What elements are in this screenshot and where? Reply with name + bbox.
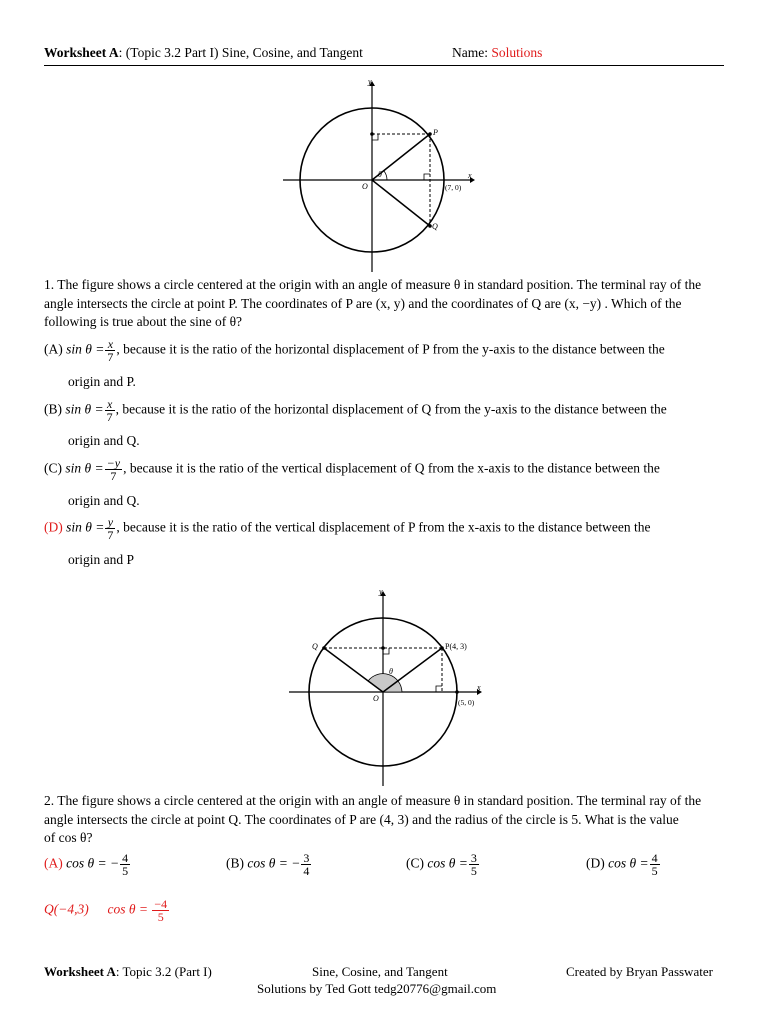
q2-option-d: [586, 852, 661, 877]
fig1-y-point: [370, 132, 374, 136]
q1-c-fraction: [105, 457, 122, 482]
footer-credit: Created by Bryan Passwater: [566, 964, 713, 979]
q1-a-lhs: sin θ =: [66, 341, 105, 357]
q1-line-2: angle intersects the circle at point P. The coordinates of P are (x, y) and the coordinates of Q are (x, −y) . Which of the: [44, 295, 682, 311]
fig2-x-point: [455, 690, 459, 694]
q2-a-letter: (A): [44, 855, 63, 871]
fig2-x-label: x: [477, 683, 481, 692]
q1-a-num: x: [105, 338, 115, 351]
q1-option-c: [44, 457, 660, 482]
q1-b-num: x: [105, 398, 115, 411]
fig1-point-p: [428, 132, 432, 136]
q1-d-lhs: sin θ =: [66, 519, 105, 535]
q2-b-lhs: cos θ = −: [247, 855, 301, 871]
q2-answer-fraction: [152, 898, 169, 923]
q2-b-num: 3: [303, 851, 310, 865]
fig2-right-angle-bottom: [436, 686, 442, 692]
q1-a-letter: (A): [44, 341, 63, 357]
worksheet-title-bold: Worksheet A: [44, 45, 119, 60]
footer-worksheet-rest: : Topic 3.2 (Part I): [115, 964, 212, 979]
q2-answer-den: 5: [157, 910, 164, 924]
worksheet-header: [44, 45, 363, 61]
footer-center: Sine, Cosine, and Tangent: [312, 964, 448, 979]
q2-d-lhs: cos θ =: [608, 855, 649, 871]
fig1-right-angle-bottom: [424, 174, 430, 180]
fig2-q-label: Q: [312, 642, 318, 651]
q2-answer-lhs: cos θ =: [107, 901, 148, 917]
footer-worksheet: [44, 964, 212, 980]
q1-c-rest: , because it is the ratio of the vertical displacement of Q from the x-axis to the distance between the: [123, 460, 660, 476]
fig1-point-label: (7, 0): [445, 183, 462, 192]
q2-option-b: [226, 852, 312, 877]
q1-a-fraction: [105, 338, 115, 363]
q1-b-cont: origin and Q.: [68, 433, 140, 448]
question-2-text: [44, 792, 734, 848]
name-label: Name:: [452, 45, 492, 60]
q1-d-letter: (D): [44, 519, 63, 535]
fig2-ray-oq: [324, 648, 383, 692]
q2-a-lhs: cos θ = −: [66, 855, 120, 871]
q2-d-num: 4: [651, 851, 658, 865]
fig1-ray-oq: [372, 180, 430, 226]
q1-b-rest: , because it is the ratio of the horizontal displacement of Q from the y-axis to the distance between the: [115, 401, 667, 417]
fig2-y-label: y: [379, 587, 383, 596]
fig2-theta-label: θ: [389, 667, 393, 676]
figure-2-circle: [285, 586, 485, 786]
fig2-p-label: P(4, 3): [445, 642, 467, 651]
q1-d-fraction: [105, 516, 115, 541]
q1-c-den: 7: [110, 469, 117, 483]
q2-b-fraction: [301, 852, 311, 877]
fig2-point-q: [322, 646, 326, 650]
fig1-theta-label: θ: [378, 170, 382, 179]
q2-line-1: 2. The figure shows a circle centered at the origin with an angle of measure θ in standard position. The terminal ray of the: [44, 793, 702, 808]
q1-d-cont: origin and P: [68, 552, 134, 567]
q1-c-letter: (C): [44, 460, 62, 476]
q1-b-letter: (B): [44, 401, 62, 417]
q1-a-rest: , because it is the ratio of the horizontal displacement of P from the y-axis to the distance between the: [116, 341, 665, 357]
q2-answer-point: Q(−4,3): [44, 901, 89, 917]
q2-answer-num: −4: [154, 897, 168, 911]
fig1-angle-arc: [384, 171, 387, 180]
q2-option-a: [44, 852, 131, 877]
q2-c-num: 3: [470, 851, 477, 865]
fig2-origin-label: O: [373, 694, 379, 703]
q1-option-a: [44, 338, 665, 363]
q2-d-fraction: [650, 852, 660, 877]
fig2-y-point: [381, 646, 385, 650]
q1-c-cont: origin and Q.: [68, 493, 140, 508]
q2-c-den: 5: [470, 864, 477, 878]
fig1-x-label: x: [468, 171, 472, 180]
q2-d-den: 5: [651, 864, 658, 878]
q2-a-num: 4: [122, 851, 129, 865]
worksheet-title-rest: : (Topic 3.2 Part I) Sine, Cosine, and Tangent: [118, 45, 363, 60]
fig1-p-label: P: [433, 128, 438, 137]
fig2-point-p: [440, 646, 444, 650]
q1-line-1: 1. The figure shows a circle centered at the origin with an angle of measure θ in standard position. The terminal ray of the: [44, 277, 702, 292]
q2-line-2: angle intersects the circle at point Q. The coordinates of P are (4, 3) and the radius of the circle is 5. What is the value: [44, 811, 679, 827]
q1-d-num: y: [105, 516, 115, 529]
q1-d-rest: , because it is the ratio of the vertical displacement of P from the x-axis to the distance between the: [116, 519, 651, 535]
q1-line-3: following is true about the sine of θ?: [44, 314, 243, 329]
q1-b-lhs: sin θ =: [65, 401, 104, 417]
q2-c-lhs: cos θ =: [427, 855, 468, 871]
q2-b-den: 4: [303, 864, 310, 878]
q1-a-cont: origin and P.: [68, 374, 136, 389]
q1-b-den: 7: [106, 410, 113, 424]
fig1-y-label: y: [368, 77, 372, 86]
q2-c-fraction: [469, 852, 479, 877]
q1-b-fraction: [105, 398, 115, 423]
figure-1-circle: [275, 72, 475, 272]
q2-line-3: of cos θ?: [44, 830, 93, 845]
name-line: [452, 45, 542, 61]
fig2-angle-sector: [368, 674, 402, 692]
q2-b-letter: (B): [226, 855, 244, 871]
footer-worksheet-bold: Worksheet A: [44, 964, 116, 979]
footer-solutions: Solutions by Ted Gott tedg20776@gmail.com: [257, 981, 497, 996]
q2-c-letter: (C): [406, 855, 424, 871]
q2-a-fraction: [120, 852, 130, 877]
header-rule: [44, 65, 724, 66]
q1-c-lhs: sin θ =: [65, 460, 104, 476]
fig1-origin-label: O: [362, 182, 368, 191]
fig2-point-label: (5, 0): [458, 698, 475, 707]
q2-a-den: 5: [122, 864, 129, 878]
q1-d-den: 7: [107, 528, 114, 542]
q1-a-den: 7: [107, 350, 114, 364]
name-value: Solutions: [491, 45, 543, 60]
q1-option-d: [44, 516, 650, 541]
q1-option-b: [44, 398, 667, 423]
question-1-text: [44, 276, 734, 332]
q2-d-letter: (D): [586, 855, 605, 871]
q2-option-c: [406, 852, 480, 877]
fig1-q-label: Q: [432, 222, 438, 231]
q1-c-num: −y: [106, 456, 121, 470]
q2-answer-work: [44, 898, 170, 923]
